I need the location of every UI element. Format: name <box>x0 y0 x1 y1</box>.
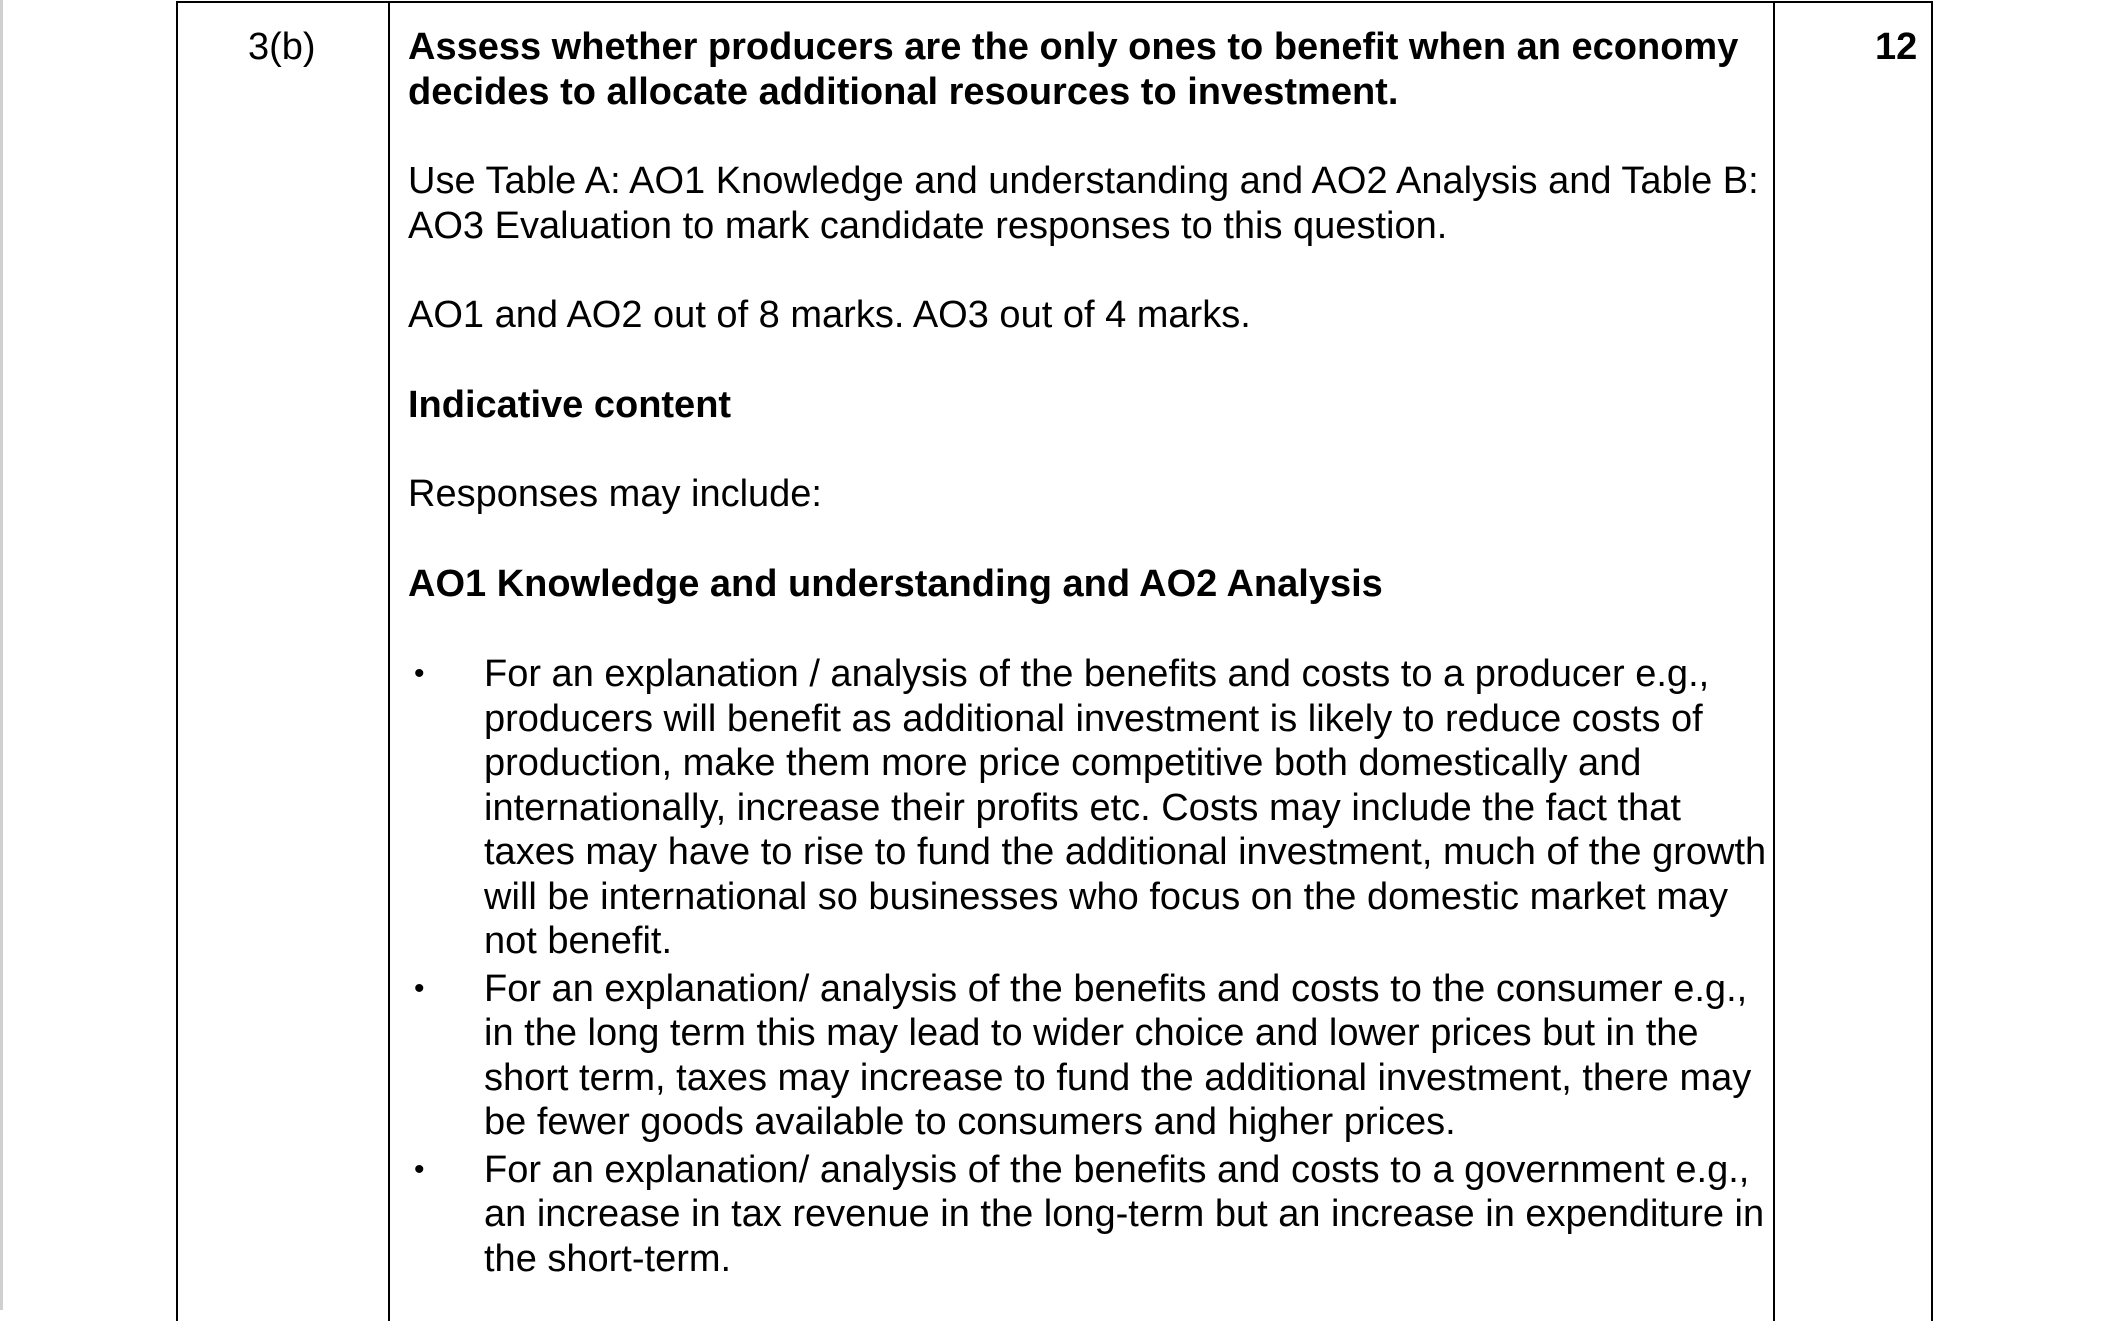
ao1-ao2-heading: AO1 Knowledge and understanding and AO2 Analysis <box>408 562 1383 605</box>
bullet-icon: • <box>414 971 425 1005</box>
list-item <box>408 967 1768 1145</box>
bullet-icon: • <box>414 1152 425 1186</box>
indicative-points-list <box>408 652 1768 1281</box>
marks-value: 12 <box>1875 26 1918 68</box>
point-text: For an explanation / analysis of the benefits and costs to a producer e.g., producers will benefit as additional investment is likely to reduce costs of production, make them more price competitive both domestically and internationally, increase their profits etc. Costs may include the fact that taxes may have to rise to fund the additional investment, much of the growth will be international so businesses who focus on the domestic market may not benefit. <box>484 653 1767 962</box>
marks-split: AO1 and AO2 out of 8 marks. AO3 out of 4 marks. <box>408 294 1251 336</box>
point-text: For an explanation/ analysis of the benefits and costs to the consumer e.g., in the long term this may lead to wider choice and lower prices but in the short term, taxes may increase to fund the additional investment, there may be fewer goods available to consumers and higher prices. <box>484 967 1752 1143</box>
column-divider-left <box>388 3 390 1321</box>
page-edge <box>0 0 3 1310</box>
answer-cell <box>408 25 1768 1284</box>
indicative-content-heading: Indicative content <box>408 383 732 426</box>
question-number: 3(b) <box>248 26 316 68</box>
question-text: Assess whether producers are the only ones to benefit when an economy decides to allocate additional resources to investment. <box>408 26 1739 113</box>
mark-scheme-table <box>176 1 1933 1321</box>
list-item <box>408 652 1768 964</box>
column-divider-right <box>1773 3 1775 1321</box>
marking-instructions: Use Table A: AO1 Knowledge and understanding and AO2 Analysis and Table B: AO3 Evaluation to mark candidate responses to this question. <box>408 160 1759 247</box>
bullet-icon: • <box>414 657 425 690</box>
responses-intro: Responses may include: <box>408 473 822 515</box>
point-text: For an explanation/ analysis of the benefits and costs to a government e.g., an increase in tax revenue in the long-term but an increase in expenditure in the short-term. <box>484 1148 1765 1280</box>
list-item <box>408 1148 1768 1282</box>
